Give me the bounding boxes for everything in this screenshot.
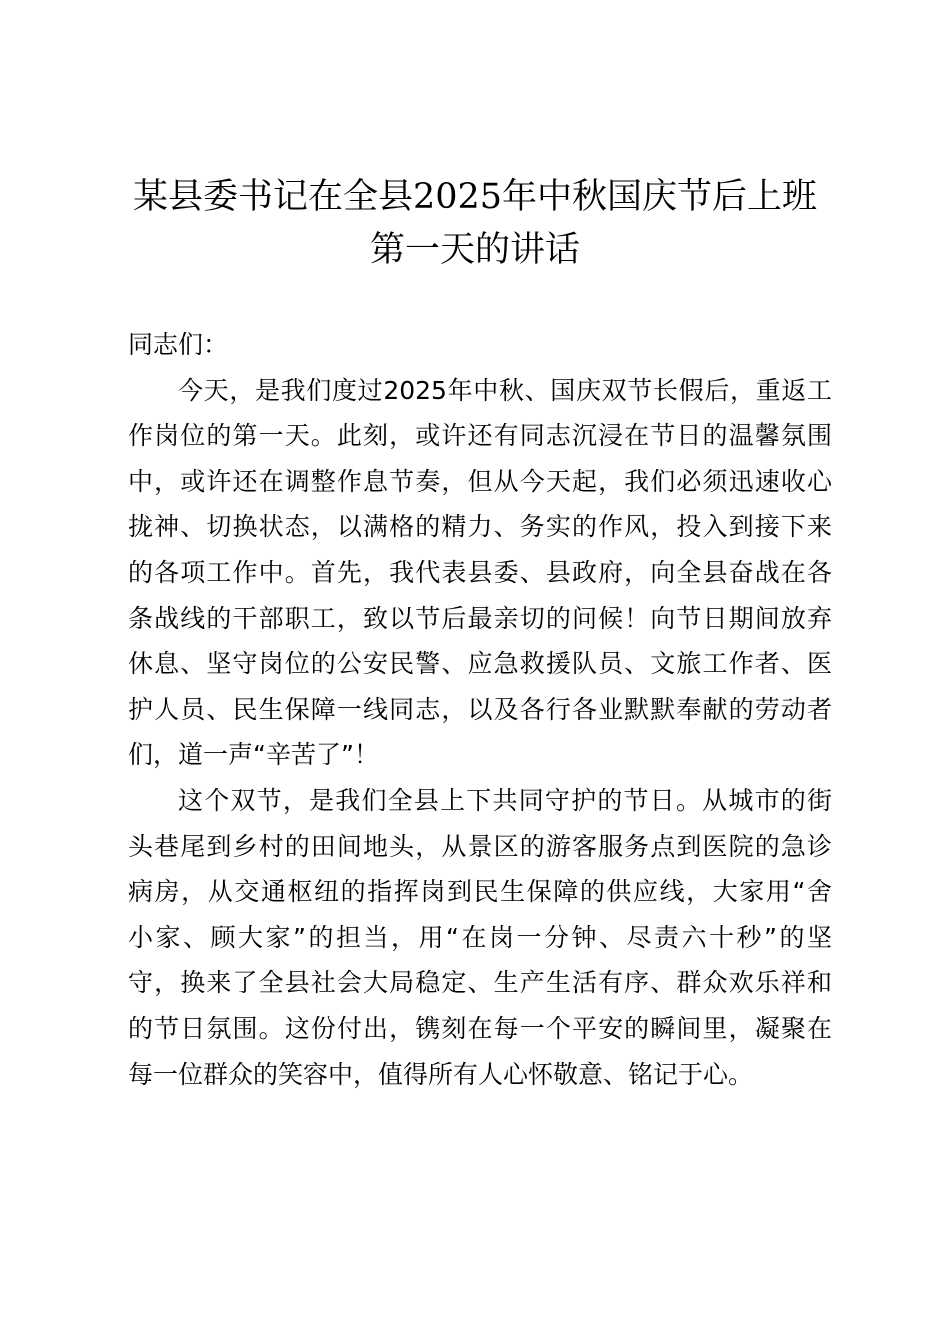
paragraph-line: 们，道一声“辛苦了”！ — [128, 740, 379, 770]
paragraph-line: 今天，是我们度过2025年中秋、国庆双节长假后，重返工 — [178, 375, 832, 405]
paragraph-2 — [128, 778, 832, 1097]
paragraph-line: 休息、坚守岗位的公安民警、应急救援队员、文旅工作者、医 — [128, 649, 832, 679]
paragraph-line: 病房，从交通枢纽的指挥岗到民生保障的供应线，大家用“舍 — [128, 877, 832, 907]
document-body — [128, 322, 832, 1097]
title-line-1: 某县委书记在全县2025年中秋国庆节后上班 — [132, 177, 818, 217]
paragraph-line: 头巷尾到乡村的田间地头，从景区的游客服务点到医院的急诊 — [128, 831, 832, 861]
paragraph-line: 的各项工作中。首先，我代表县委、县政府，向全县奋战在各 — [128, 557, 832, 587]
paragraph-line: 作岗位的第一天。此刻，或许还有同志沉浸在节日的温馨氛围 — [128, 421, 832, 451]
paragraph-line: 守，换来了全县社会大局稳定、生产生活有序、群众欢乐祥和 — [128, 968, 832, 998]
document-title — [120, 171, 830, 277]
paragraph-line: 护人员、民生保障一线同志，以及各行各业默默奉献的劳动者 — [128, 694, 832, 724]
paragraph-line: 中，或许还在调整作息节奏，但从今天起，我们必须迅速收心 — [128, 466, 832, 496]
paragraph-line: 小家、顾大家”的担当，用“在岗一分钟、尽责六十秒”的坚 — [128, 922, 832, 952]
paragraph-line: 拢神、切换状态，以满格的精力、务实的作风，投入到接下来 — [128, 512, 832, 542]
paragraph-line: 的节日氛围。这份付出，镌刻在每一个平安的瞬间里，凝聚在 — [128, 1013, 832, 1043]
paragraph-line: 条战线的干部职工，致以节后最亲切的问候！向节日期间放弃 — [128, 603, 832, 633]
paragraph-line: 这个双节，是我们全县上下共同守护的节日。从城市的街 — [178, 785, 832, 815]
title-line-2: 第一天的讲话 — [369, 230, 580, 270]
salutation: 同志们： — [128, 330, 229, 359]
paragraph-1 — [128, 368, 832, 778]
paragraph-line: 每一位群众的笑容中，值得所有人心怀敬意、铭记于心。 — [128, 1059, 754, 1089]
